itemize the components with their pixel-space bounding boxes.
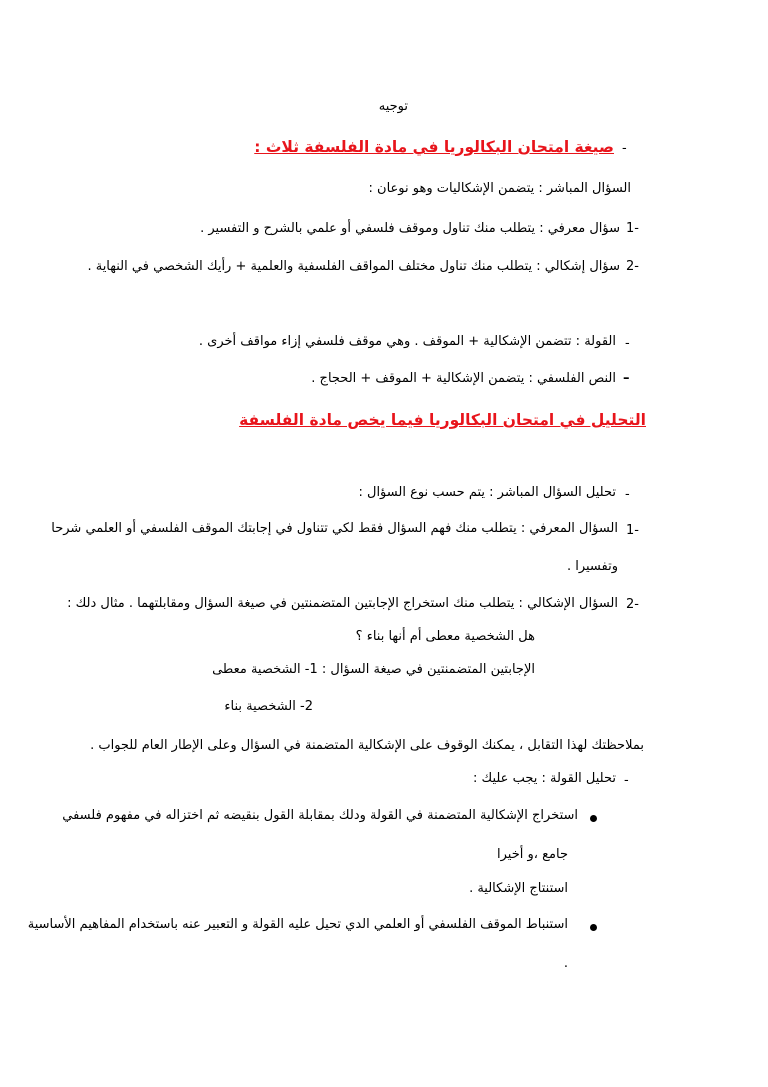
list-item-text: السؤال المعرفي : يتطلب منك فهم السؤال فقط لكي تتناول في إجابتك الموقف الفلسفي أو العلمي شرحا [51, 521, 618, 536]
document-header: توجيه [378, 99, 408, 114]
list-marker: - [625, 487, 630, 502]
list-marker: - [625, 336, 630, 351]
example-question: هل الشخصية معطى أم أنها بناء ؟ [355, 629, 535, 644]
list-marker: 2- [626, 259, 639, 274]
bullet-icon [590, 815, 597, 822]
paragraph-intro: السؤال المباشر : يتضمن الإشكاليات وهو نوعان : [368, 181, 631, 196]
list-marker: - [624, 773, 629, 788]
list-marker: 2- [626, 597, 639, 612]
section-title: صيغة امتحان البكالوريا في مادة الفلسفة ثلاث : [254, 138, 614, 156]
paragraph-note: بملاحظتك لهذا التقابل ، يمكنك الوقوف على الإشكالية المتضمنة في السؤال وعلى الإطار العام للجواب . [90, 738, 644, 753]
list-item-text: سؤال معرفي : يتطلب منك تناول وموقف فلسفي أو علمي بالشرح و التفسير . [200, 221, 620, 236]
list-marker: - [622, 141, 627, 156]
bullet-text: استنباط الموقف الفلسفي أو العلمي الدي تحيل عليه القولة و التعبير عنه باستخدام المفاهيم الأساسية [27, 917, 568, 932]
list-item-text: السؤال الإشكالي : يتطلب منك استخراج الإجابتين المتضمنتين في صيغة السؤال ومقابلتهما . مثال دلك : [67, 596, 618, 611]
list-item-text: سؤال إشكالي : يتطلب منك تناول مختلف المواقف الفلسفية والعلمية + رأيك الشخصي في النهاية . [87, 259, 620, 274]
paragraph-text: تحليل القولة : يجب عليك : [472, 771, 616, 786]
bullet-text: جامع ،و أخيرا [497, 847, 568, 862]
bullet-text: استنتاج الإشكالية . [469, 881, 568, 896]
list-marker: – [623, 371, 630, 386]
paragraph-text: تحليل السؤال المباشر : يتم حسب نوع السؤال : [358, 485, 616, 500]
list-marker: 1- [626, 523, 639, 538]
list-item-text: وتفسيرا . [566, 559, 618, 574]
bullet-text: استخراج الإشكالية المتضمنة في القولة ودلك بمقابلة القول بنقيضه ثم اختزاله في مفهوم فلسفي [62, 808, 578, 823]
bullet-icon [590, 924, 597, 931]
section-title: التحليل في امتحان البكالوريا فيما يخص مادة الفلسفة [239, 411, 646, 429]
bullet-text: . [563, 956, 568, 971]
list-marker: 1- [626, 221, 639, 236]
example-answers: الإجابتين المتضمنتين في صيغة السؤال : 1- الشخصية معطى [212, 662, 535, 677]
example-answer-2: 2- الشخصية بناء [224, 699, 313, 714]
list-item-text: القولة : تتضمن الإشكالية + الموقف . وهي موقف فلسفي إزاء مواقف أخرى . [198, 334, 616, 349]
list-item-text: النص الفلسفي : يتضمن الإشكالية + الموقف + الحجاج . [311, 371, 616, 386]
